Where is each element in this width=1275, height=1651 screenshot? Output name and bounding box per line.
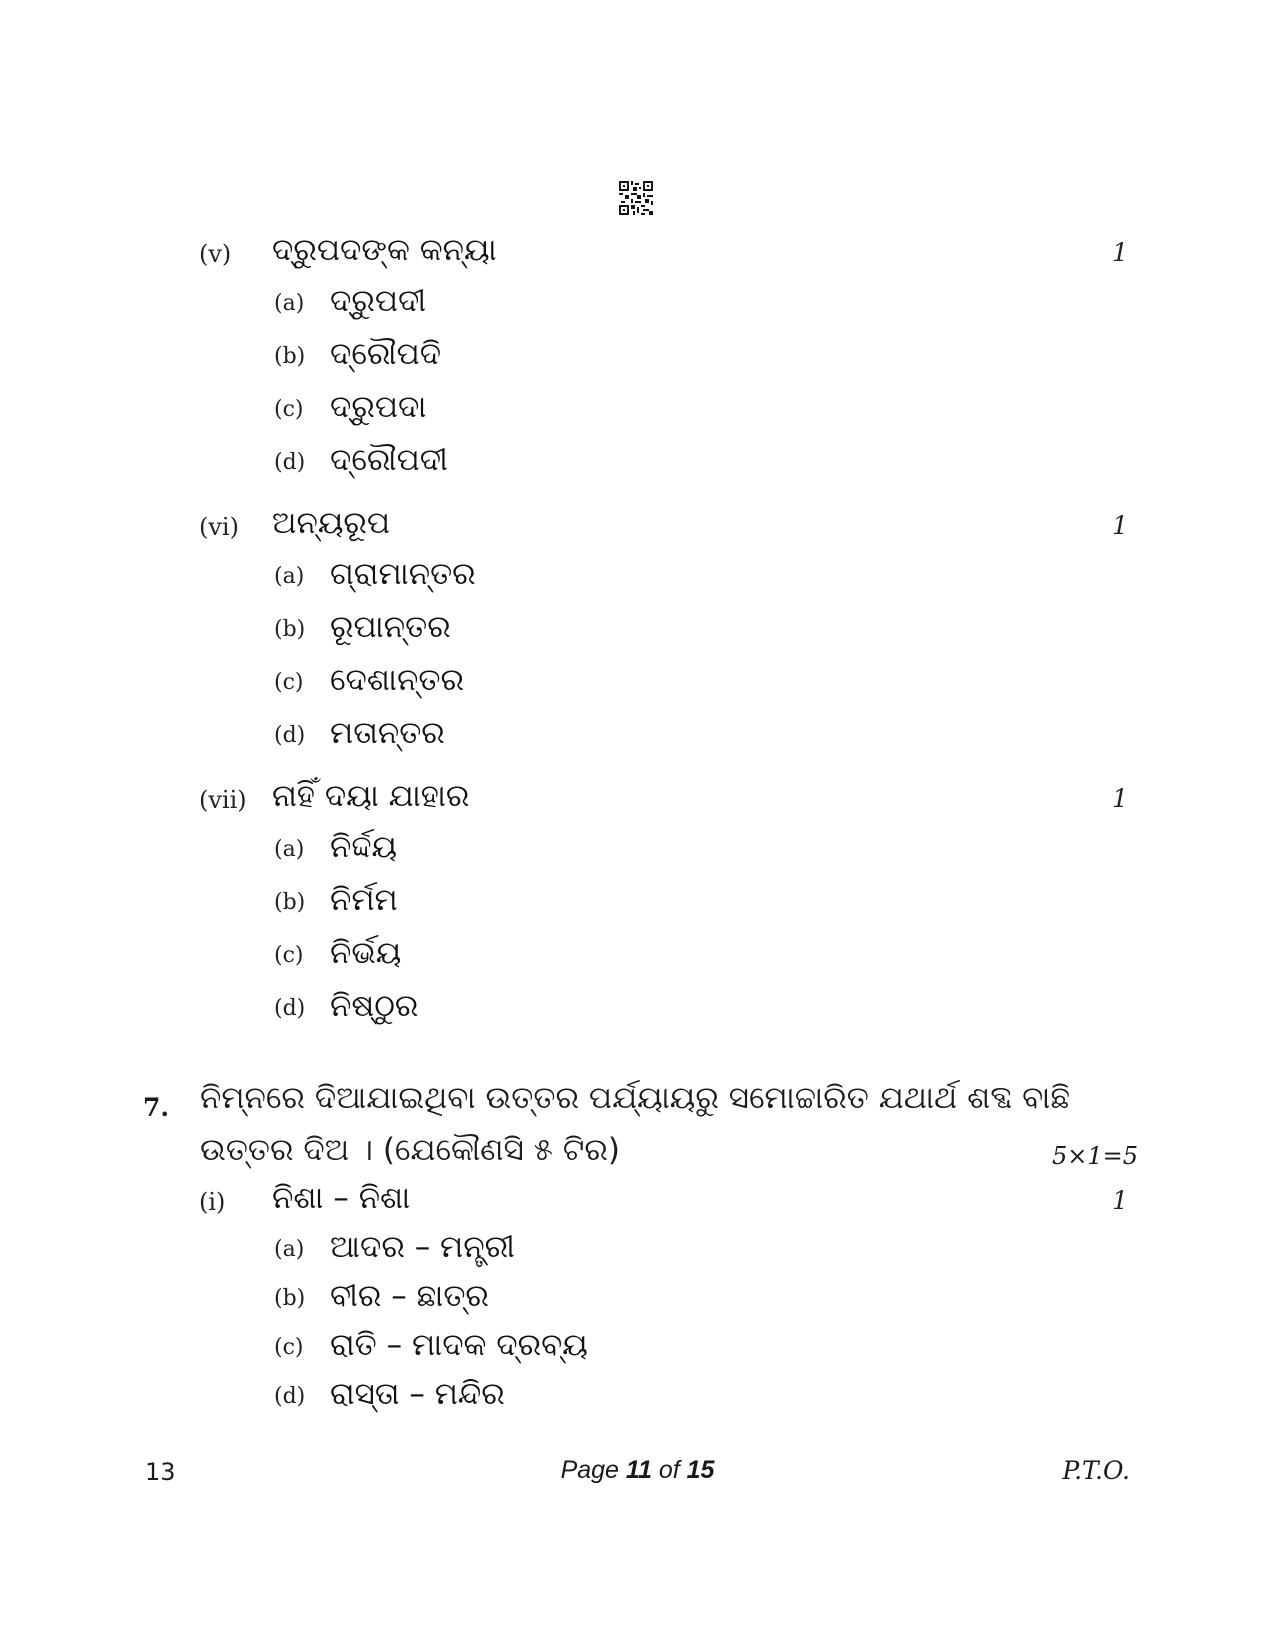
option-item bbox=[0, 442, 1275, 490]
question-marks: 1 bbox=[1112, 511, 1128, 540]
qr-code bbox=[619, 181, 653, 215]
option-text: ଦ୍ରୁପଦୀ bbox=[330, 283, 427, 319]
question-v bbox=[0, 230, 1275, 280]
option-label: (b) bbox=[274, 1286, 306, 1311]
question-7-marks: 5×1=5 bbox=[1051, 1142, 1138, 1170]
question-marks: 1 bbox=[1112, 1186, 1128, 1215]
question-number: (vii) bbox=[199, 786, 247, 814]
question-text: ନିଶା – ନିଶା bbox=[272, 1180, 411, 1216]
option-label: (b) bbox=[274, 890, 306, 915]
question-7-number: 7. bbox=[143, 1093, 170, 1122]
option-label: (c) bbox=[274, 943, 304, 968]
option-label: (a) bbox=[274, 1237, 305, 1262]
option-label: (c) bbox=[274, 397, 304, 422]
option-label: (d) bbox=[274, 723, 306, 748]
option-text: ନିଷ୍ଠୁର bbox=[330, 988, 419, 1024]
option-item bbox=[0, 1278, 1275, 1326]
pto-label: P.T.O. bbox=[1062, 1456, 1130, 1485]
option-text: ବୀର – ଛାତ୍ର bbox=[330, 1278, 489, 1314]
option-item bbox=[0, 882, 1275, 930]
option-text: ଆଦର – ମନ୍ତ୍ରୀ bbox=[330, 1229, 515, 1265]
option-text: ଦ୍ରୌପଦୀ bbox=[330, 442, 448, 478]
option-text: ଦ୍ରୁପଦା bbox=[330, 389, 427, 425]
option-item bbox=[0, 389, 1275, 437]
option-item bbox=[0, 715, 1275, 763]
option-label: (c) bbox=[274, 670, 304, 695]
page-word: Page bbox=[560, 1456, 619, 1484]
option-label: (a) bbox=[274, 291, 305, 316]
question-number: (vi) bbox=[199, 513, 239, 541]
page-number: 11 bbox=[625, 1456, 652, 1484]
option-label: (d) bbox=[274, 996, 306, 1021]
option-text: ରୂପାନ୍ତର bbox=[330, 609, 451, 645]
option-item bbox=[0, 1229, 1275, 1277]
option-label: (d) bbox=[274, 450, 306, 475]
option-item bbox=[0, 283, 1275, 331]
paper-code: 13 bbox=[145, 1458, 176, 1486]
option-text: ନିର୍ମମ bbox=[330, 882, 398, 918]
option-item bbox=[0, 935, 1275, 983]
question-vi bbox=[0, 503, 1275, 553]
of-word: of bbox=[658, 1456, 680, 1484]
question-vii bbox=[0, 776, 1275, 826]
question-text: ନାହିଁ ଦୟା ଯାହାର bbox=[272, 778, 470, 814]
option-item bbox=[0, 1327, 1275, 1375]
question-7-i bbox=[0, 1178, 1275, 1228]
option-label: (d) bbox=[274, 1384, 306, 1409]
option-label: (b) bbox=[274, 344, 306, 369]
option-text: ରାତି – ମାଦକ ଦ୍ରବ୍ୟ bbox=[330, 1327, 588, 1363]
question-7-instruction-line1: ନିମ୍ନରେ ଦିଆଯାଇଥିବା ଉତ୍ତର ପର୍ଯ୍ୟାୟରୁ ସମୋଚ୍ଚାରିତ ଯଥାର୍ଥ ଶବ୍ଦ ବାଛି bbox=[200, 1080, 1070, 1116]
question-marks: 1 bbox=[1112, 784, 1128, 813]
question-marks: 1 bbox=[1112, 238, 1128, 267]
option-label: (b) bbox=[274, 617, 306, 642]
option-label: (a) bbox=[274, 564, 305, 589]
question-text: ଅନ୍ୟରୂପ bbox=[272, 505, 391, 541]
option-item bbox=[0, 988, 1275, 1036]
option-text: ଦେଶାନ୍ତର bbox=[330, 662, 464, 698]
page-total: 15 bbox=[686, 1456, 715, 1484]
option-text: ନିର୍ଭୟ bbox=[330, 935, 402, 971]
question-7-instruction-line2: ଉତ୍ତର ଦିଅ । (ଯେକୌଣସି ୫ ଟିର) bbox=[200, 1132, 620, 1168]
option-text: ମତାନ୍ତର bbox=[330, 715, 445, 751]
option-item bbox=[0, 662, 1275, 710]
option-text: ରାସ୍ତା – ମନ୍ଦିର bbox=[330, 1376, 505, 1412]
option-label: (c) bbox=[274, 1335, 304, 1360]
question-text: ଦ୍ରୁପଦଙ୍କ କନ୍ୟା bbox=[272, 232, 497, 268]
option-item bbox=[0, 1376, 1275, 1424]
question-number: (i) bbox=[199, 1188, 226, 1216]
option-item bbox=[0, 829, 1275, 877]
option-text: ଦ୍ରୌପଦି bbox=[330, 336, 442, 372]
option-label: (a) bbox=[274, 837, 305, 862]
option-item bbox=[0, 336, 1275, 384]
question-number: (v) bbox=[199, 240, 232, 268]
option-item bbox=[0, 556, 1275, 604]
option-item bbox=[0, 609, 1275, 657]
option-text: ନିର୍ଦ୍ଦୟ bbox=[330, 829, 398, 865]
option-text: ଗ୍ରାମାନ୍ତର bbox=[330, 556, 476, 592]
